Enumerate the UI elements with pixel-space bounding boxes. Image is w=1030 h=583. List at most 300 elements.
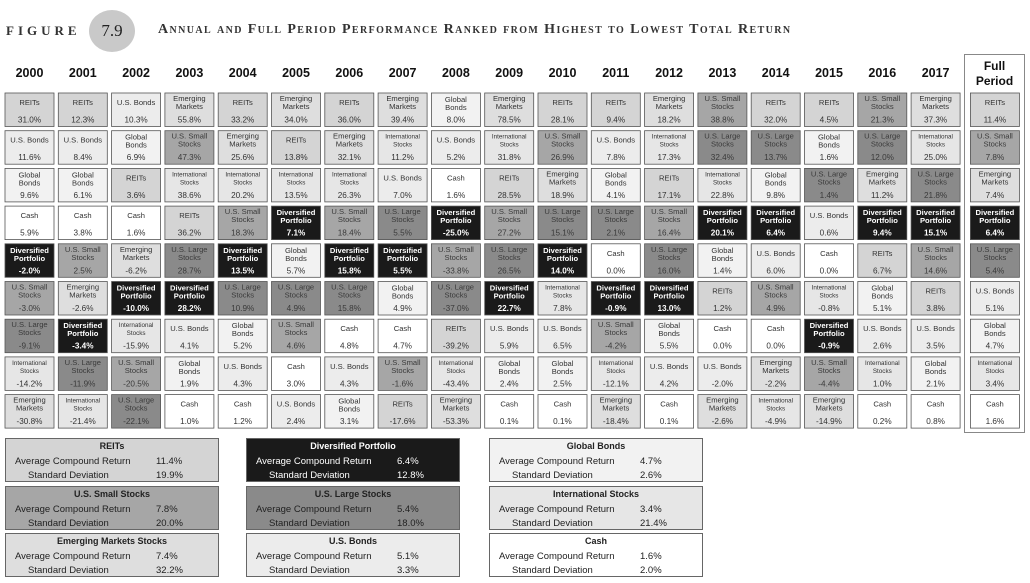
cell-return-value: 4.1% bbox=[606, 190, 626, 200]
cell-asset-name: U.S. Large bbox=[331, 282, 368, 292]
table-cell bbox=[538, 168, 587, 202]
cell-asset-name: International bbox=[491, 133, 527, 141]
table-cell bbox=[58, 282, 107, 316]
table-cell bbox=[5, 93, 54, 127]
cell-return-value: -10.0% bbox=[123, 304, 150, 313]
table-cell bbox=[698, 282, 747, 316]
cell-asset-name: Stocks bbox=[233, 179, 253, 187]
cell-asset-name: Stocks bbox=[924, 252, 947, 262]
cell-asset-name: U.S. Bonds bbox=[10, 135, 49, 145]
cell-return-value: 20.2% bbox=[231, 190, 255, 200]
table-cell bbox=[911, 282, 960, 316]
cell-return-value: -0.9% bbox=[605, 304, 627, 313]
table-cell bbox=[5, 244, 54, 277]
cell-asset-name: U.S. Small bbox=[118, 357, 155, 367]
summary-return-label: Average Compound Return bbox=[499, 504, 615, 515]
table-cell bbox=[485, 244, 534, 277]
summary-sd-value: 2.6% bbox=[640, 470, 662, 481]
summary-sd-value: 18.0% bbox=[397, 518, 424, 529]
cell-asset-name: U.S. Small bbox=[224, 207, 261, 217]
cell-asset-name: International bbox=[172, 171, 207, 179]
cell-asset-name: Emerging bbox=[599, 395, 633, 405]
table-cell bbox=[485, 357, 534, 391]
cell-return-value: 78.5% bbox=[497, 115, 521, 125]
cell-return-value: 17.3% bbox=[657, 153, 681, 163]
table-cell bbox=[431, 357, 480, 391]
table-cell bbox=[485, 131, 534, 165]
cell-asset-name: Portfolio bbox=[13, 253, 46, 263]
cell-asset-name: REITs bbox=[925, 286, 946, 296]
cell-return-value: 13.8% bbox=[284, 153, 308, 163]
summary-title: Cash bbox=[584, 536, 607, 546]
table-cell bbox=[858, 206, 907, 240]
cell-return-value: 1.6% bbox=[446, 190, 466, 200]
cell-asset-name: REITs bbox=[179, 211, 200, 221]
cell-asset-name: U.S. Bonds bbox=[756, 248, 795, 258]
summary-return-label: Average Compound Return bbox=[256, 504, 372, 515]
cell-asset-name: Markets bbox=[602, 403, 630, 413]
cell-return-value: 26.5% bbox=[497, 266, 521, 276]
cell-return-value: 0.1% bbox=[553, 417, 572, 427]
cell-asset-name: U.S. Large bbox=[277, 282, 315, 292]
cell-return-value: 9.4% bbox=[872, 228, 892, 238]
cell-asset-name: Cash bbox=[553, 399, 572, 409]
table-cell bbox=[485, 282, 534, 316]
cell-asset-name: U.S. Large bbox=[864, 131, 901, 141]
cell-asset-name: Cash bbox=[20, 211, 39, 221]
table-cell bbox=[165, 168, 214, 202]
cell-return-value: 27.2% bbox=[497, 228, 521, 238]
cell-asset-name: Stocks bbox=[337, 215, 361, 225]
table-cell bbox=[970, 282, 1019, 316]
table-cell bbox=[538, 131, 587, 165]
cell-return-value: 1.6% bbox=[985, 417, 1005, 427]
cell-return-value: -2.0% bbox=[711, 379, 734, 389]
cell-asset-name: International bbox=[12, 359, 47, 367]
table-cell bbox=[272, 168, 321, 202]
cell-asset-name: U.S. Bonds bbox=[170, 324, 209, 334]
table-cell bbox=[431, 319, 480, 353]
table-cell bbox=[112, 168, 161, 202]
table-cell bbox=[485, 206, 534, 240]
cell-return-value: 34.0% bbox=[284, 115, 308, 125]
cell-return-value: 22.7% bbox=[497, 304, 521, 313]
cell-asset-name: Bonds bbox=[551, 366, 574, 376]
cell-asset-name: Markets bbox=[762, 365, 790, 375]
cell-asset-name: Global bbox=[71, 170, 94, 180]
cell-asset-name: Portfolio bbox=[227, 253, 259, 263]
table-cell bbox=[218, 282, 267, 316]
year-label: 2007 bbox=[388, 66, 417, 80]
summary-return-label: Average Compound Return bbox=[256, 551, 372, 562]
cell-return-value: 9.8% bbox=[766, 190, 786, 200]
cell-asset-name: Stocks bbox=[286, 179, 306, 187]
cell-asset-name: Global bbox=[818, 132, 840, 142]
cell-return-value: 5.9% bbox=[20, 228, 39, 238]
cell-asset-name: Markets bbox=[282, 102, 310, 111]
cell-asset-name: Cash bbox=[393, 324, 412, 334]
table-cell bbox=[805, 168, 854, 202]
cell-return-value: 36.2% bbox=[177, 228, 202, 238]
year-label: 2006 bbox=[335, 66, 364, 80]
cell-asset-name: U.S. Bonds bbox=[116, 98, 156, 107]
cell-return-value: 18.4% bbox=[337, 228, 361, 238]
summary-return-value: 1.6% bbox=[640, 551, 662, 562]
cell-return-value: 4.8% bbox=[339, 341, 359, 351]
cell-asset-name: U.S. Large bbox=[810, 169, 848, 179]
cell-asset-name: U.S. Small bbox=[491, 207, 528, 217]
table-cell bbox=[591, 282, 640, 316]
table-cell bbox=[5, 168, 54, 202]
cell-asset-name: U.S. Bonds bbox=[489, 324, 529, 334]
cell-asset-name: U.S. Small bbox=[544, 131, 581, 141]
cell-asset-name: Bonds bbox=[924, 366, 947, 376]
cell-return-value: 5.5% bbox=[393, 266, 412, 276]
cell-asset-name: Diversified bbox=[862, 208, 902, 218]
cell-asset-name: Stocks bbox=[284, 328, 308, 338]
cell-asset-name: International bbox=[331, 171, 367, 179]
cell-asset-name: U.S. Large bbox=[64, 357, 101, 367]
cell-return-value: 1.4% bbox=[819, 190, 839, 200]
table-cell bbox=[645, 131, 694, 165]
cell-asset-name: Stocks bbox=[764, 139, 788, 149]
cell-asset-name: REITs bbox=[232, 98, 253, 107]
cell-asset-name: Markets bbox=[868, 177, 896, 187]
cell-asset-name: Diversified bbox=[756, 208, 796, 218]
cell-asset-name: Emerging bbox=[279, 94, 313, 103]
cell-asset-name: REITs bbox=[984, 98, 1006, 107]
table-cell bbox=[112, 206, 161, 240]
table-cell bbox=[911, 131, 960, 165]
cell-asset-name: REITs bbox=[125, 173, 147, 183]
cell-asset-name: Diversified bbox=[975, 208, 1015, 218]
table-cell bbox=[805, 282, 854, 316]
cell-asset-name: Emerging bbox=[226, 131, 259, 141]
cell-return-value: -2.6% bbox=[72, 304, 94, 313]
cell-asset-name: Stocks bbox=[657, 252, 681, 262]
cell-asset-name: Stocks bbox=[20, 367, 39, 375]
cell-asset-name: Cash bbox=[766, 324, 785, 334]
cell-return-value: 18.9% bbox=[550, 190, 575, 200]
cell-return-value: 5.5% bbox=[659, 341, 679, 351]
cell-asset-name: Global bbox=[871, 283, 894, 293]
cell-return-value: 4.9% bbox=[393, 304, 412, 313]
summary-return-value: 6.4% bbox=[397, 456, 419, 467]
cell-return-value: 0.6% bbox=[819, 228, 839, 238]
cell-asset-name: Stocks bbox=[870, 139, 894, 149]
cell-asset-name: Bonds bbox=[818, 140, 840, 150]
cell-asset-name: Cash bbox=[340, 324, 359, 334]
cell-return-value: 25.0% bbox=[923, 153, 948, 163]
cell-return-value: 2.5% bbox=[553, 379, 572, 389]
table-cell bbox=[805, 319, 854, 353]
cell-asset-name: Stocks bbox=[73, 405, 93, 413]
table-cell bbox=[970, 319, 1019, 353]
summary-sd-label: Standard Deviation bbox=[28, 565, 109, 576]
cell-return-value: 47.3% bbox=[177, 153, 202, 163]
summary-return-label: Average Compound Return bbox=[499, 551, 615, 562]
table-cell bbox=[218, 357, 267, 391]
cell-asset-name: U.S. Large bbox=[437, 282, 475, 292]
cell-asset-name: Markets bbox=[708, 403, 736, 413]
table-cell bbox=[218, 206, 267, 240]
cell-return-value: 21.8% bbox=[923, 190, 948, 200]
summary-return-label: Average Compound Return bbox=[15, 456, 131, 467]
year-label: 2004 bbox=[228, 66, 257, 80]
cell-asset-name: Diversified bbox=[10, 245, 49, 255]
cell-asset-name: Global bbox=[125, 132, 148, 142]
table-cell bbox=[911, 93, 960, 127]
table-cell bbox=[858, 319, 907, 353]
table-cell bbox=[58, 206, 107, 240]
cell-return-value: 6.0% bbox=[766, 266, 786, 276]
table-cell bbox=[970, 244, 1019, 277]
cell-return-value: 3.0% bbox=[286, 379, 306, 389]
year-label: 2011 bbox=[602, 66, 630, 80]
table-cell bbox=[218, 319, 267, 353]
year-label: 2009 bbox=[495, 66, 524, 80]
cell-return-value: 11.4% bbox=[983, 115, 1007, 125]
cell-return-value: 5.2% bbox=[446, 153, 466, 163]
cell-return-value: 2.5% bbox=[73, 266, 93, 276]
cell-asset-name: Cash bbox=[873, 399, 892, 409]
cell-asset-name: Diversified bbox=[116, 283, 156, 293]
cell-return-value: -6.2% bbox=[125, 266, 147, 276]
cell-return-value: 4.2% bbox=[659, 379, 679, 389]
table-cell bbox=[858, 357, 907, 391]
table-cell bbox=[970, 357, 1019, 391]
table-cell bbox=[378, 93, 427, 127]
cell-asset-name: Stocks bbox=[926, 141, 946, 149]
figure-number-badge: 7.9 bbox=[89, 10, 135, 52]
cell-asset-name: Portfolio bbox=[333, 253, 365, 263]
table-cell bbox=[218, 131, 267, 165]
summary-sd-value: 19.9% bbox=[156, 470, 183, 481]
cell-return-value: 5.1% bbox=[872, 304, 892, 313]
cell-return-value: 13.5% bbox=[284, 190, 308, 200]
cell-return-value: 16.0% bbox=[657, 266, 681, 276]
cell-asset-name: Stocks bbox=[551, 139, 574, 149]
summary-return-label: Average Compound Return bbox=[499, 456, 615, 467]
cell-asset-name: Emerging bbox=[492, 94, 526, 103]
cell-asset-name: International bbox=[545, 284, 580, 292]
table-cell bbox=[591, 168, 640, 202]
cell-asset-name: REITs bbox=[285, 135, 307, 145]
cell-asset-name: Stocks bbox=[819, 292, 839, 300]
table-cell bbox=[538, 93, 587, 127]
cell-asset-name: U.S. Large bbox=[491, 244, 528, 254]
cell-return-value: -15.9% bbox=[123, 341, 150, 351]
cell-asset-name: Global bbox=[231, 321, 254, 331]
summary-title: REITs bbox=[99, 441, 125, 451]
cell-return-value: 8.4% bbox=[73, 153, 93, 163]
cell-return-value: 12.3% bbox=[71, 115, 95, 125]
cell-asset-name: Global bbox=[551, 358, 574, 368]
cell-asset-name: Bonds bbox=[72, 178, 94, 188]
table-cell bbox=[751, 357, 800, 391]
table-cell bbox=[272, 319, 321, 353]
table-cell bbox=[591, 395, 640, 429]
table-cell bbox=[858, 282, 907, 316]
cell-asset-name: Portfolio bbox=[440, 216, 472, 226]
table-cell bbox=[538, 282, 587, 316]
cell-return-value: 4.9% bbox=[286, 304, 306, 313]
table-cell bbox=[645, 168, 694, 202]
cell-return-value: 5.9% bbox=[499, 341, 519, 351]
table-cell bbox=[58, 131, 107, 165]
table-cell bbox=[591, 357, 640, 391]
cell-asset-name: Markets bbox=[175, 102, 203, 111]
cell-return-value: 13.7% bbox=[764, 153, 788, 163]
table-cell bbox=[698, 168, 747, 202]
table-cell bbox=[645, 395, 694, 429]
cell-return-value: 31.0% bbox=[17, 115, 42, 125]
cell-asset-name: Bonds bbox=[338, 404, 361, 414]
cell-asset-name: Stocks bbox=[391, 365, 414, 375]
cell-asset-name: REITs bbox=[445, 324, 467, 334]
cell-asset-name: Emerging bbox=[13, 395, 46, 405]
table-cell bbox=[378, 244, 427, 277]
cell-asset-name: U.S. Small bbox=[917, 244, 954, 254]
figure-word: FIGURE bbox=[6, 23, 81, 38]
table-cell bbox=[218, 93, 267, 127]
table-cell bbox=[378, 206, 427, 240]
table-cell bbox=[112, 93, 161, 127]
cell-asset-name: U.S. Bonds bbox=[276, 399, 316, 409]
cell-return-value: 4.3% bbox=[233, 379, 253, 389]
cell-asset-name: International bbox=[438, 359, 474, 367]
cell-return-value: 32.4% bbox=[710, 153, 735, 163]
cell-return-value: -21.4% bbox=[69, 417, 96, 427]
cell-return-value: 2.1% bbox=[606, 228, 626, 238]
cell-asset-name: U.S. Large bbox=[11, 320, 48, 330]
table-cell bbox=[58, 395, 107, 429]
cell-return-value: 0.1% bbox=[499, 417, 519, 427]
cell-asset-name: REITs bbox=[392, 399, 413, 409]
table-cell bbox=[378, 395, 427, 429]
table-cell bbox=[272, 131, 321, 165]
cell-asset-name: Markets bbox=[69, 290, 97, 300]
cell-return-value: 6.7% bbox=[872, 266, 892, 276]
cell-return-value: -9.1% bbox=[18, 341, 41, 351]
cell-asset-name: Emerging bbox=[119, 244, 153, 254]
cell-asset-name: Emerging bbox=[173, 94, 206, 103]
cell-asset-name: Emerging bbox=[66, 282, 100, 292]
cell-asset-name: Portfolio bbox=[173, 291, 206, 301]
cell-return-value: 0.0% bbox=[766, 341, 786, 351]
cell-asset-name: Portfolio bbox=[386, 253, 419, 263]
cell-asset-name: U.S. Large bbox=[757, 131, 794, 141]
cell-asset-name: International bbox=[651, 133, 687, 141]
cell-return-value: 1.6% bbox=[126, 228, 146, 238]
cell-return-value: 38.8% bbox=[710, 115, 735, 125]
cell-asset-name: Emerging bbox=[919, 94, 952, 103]
table-cell bbox=[431, 168, 480, 202]
cell-asset-name: Stocks bbox=[872, 367, 892, 375]
cell-asset-name: U.S. Small bbox=[171, 131, 208, 141]
cell-return-value: 2.4% bbox=[286, 417, 306, 427]
summary-return-label: Average Compound Return bbox=[15, 551, 131, 562]
cell-asset-name: Bonds bbox=[711, 253, 734, 263]
cell-asset-name: Stocks bbox=[870, 102, 894, 111]
cell-return-value: 4.1% bbox=[180, 341, 199, 351]
cell-asset-name: International bbox=[385, 133, 420, 141]
cell-return-value: 18.3% bbox=[231, 228, 255, 238]
cell-asset-name: Bonds bbox=[178, 366, 201, 376]
summary-return-value: 3.4% bbox=[640, 504, 662, 515]
cell-asset-name: REITs bbox=[499, 173, 520, 183]
cell-asset-name: Bonds bbox=[231, 329, 254, 339]
cell-asset-name: U.S. Bonds bbox=[596, 135, 636, 145]
cell-asset-name: Cash bbox=[287, 361, 305, 371]
cell-return-value: -53.3% bbox=[442, 417, 469, 427]
cell-asset-name: Portfolio bbox=[280, 216, 312, 226]
cell-asset-name: Markets bbox=[122, 252, 150, 262]
summary-sd-value: 21.4% bbox=[640, 518, 667, 529]
cell-return-value: -4.2% bbox=[605, 341, 627, 351]
cell-asset-name: Stocks bbox=[766, 405, 786, 413]
cell-return-value: 37.3% bbox=[923, 115, 948, 125]
table-cell bbox=[645, 206, 694, 240]
cell-return-value: 1.4% bbox=[713, 266, 732, 276]
cell-return-value: 22.8% bbox=[710, 190, 735, 200]
table-cell bbox=[911, 244, 960, 277]
cell-asset-name: Bonds bbox=[764, 178, 787, 188]
table-cell bbox=[378, 131, 427, 165]
table-cell bbox=[5, 282, 54, 316]
cell-return-value: -22.1% bbox=[123, 417, 150, 427]
cell-asset-name: Markets bbox=[815, 403, 843, 413]
cell-return-value: 1.2% bbox=[713, 304, 732, 313]
cell-return-value: 25.6% bbox=[231, 153, 255, 163]
table-cell bbox=[591, 93, 640, 127]
table-cell bbox=[751, 282, 800, 316]
cell-return-value: -4.4% bbox=[818, 379, 840, 389]
summary-sd-value: 20.0% bbox=[156, 518, 183, 529]
cell-asset-name: Global bbox=[924, 358, 947, 368]
cell-return-value: -14.9% bbox=[816, 417, 842, 427]
table-cell bbox=[858, 168, 907, 202]
cell-asset-name: Stocks bbox=[393, 141, 413, 149]
cell-return-value: 18.2% bbox=[657, 115, 681, 125]
cell-asset-name: Stocks bbox=[231, 290, 255, 300]
table-cell bbox=[58, 244, 107, 277]
cell-asset-name: U.S. Large bbox=[117, 395, 155, 405]
cell-asset-name: Cash bbox=[233, 399, 252, 409]
cell-asset-name: Emerging bbox=[333, 131, 366, 141]
cell-return-value: 7.8% bbox=[553, 304, 572, 313]
cell-asset-name: Global bbox=[178, 358, 201, 368]
table-cell bbox=[325, 93, 374, 127]
cell-return-value: 0.8% bbox=[926, 417, 945, 427]
table-cell bbox=[698, 131, 747, 165]
cell-asset-name: Markets bbox=[389, 102, 417, 111]
year-label: 2015 bbox=[815, 66, 843, 80]
cell-return-value: -2.2% bbox=[765, 379, 787, 389]
cell-asset-name: U.S. Small bbox=[437, 244, 474, 254]
table-cell bbox=[378, 282, 427, 316]
cell-asset-name: Portfolio bbox=[760, 216, 792, 226]
cell-return-value: 13.0% bbox=[657, 304, 681, 313]
cell-asset-name: Portfolio bbox=[866, 216, 898, 226]
table-cell bbox=[325, 319, 374, 353]
cell-asset-name: Diversified bbox=[809, 321, 849, 331]
table-cell bbox=[805, 206, 854, 240]
table-cell bbox=[112, 282, 161, 316]
table-cell bbox=[272, 282, 321, 316]
cell-asset-name: Stocks bbox=[659, 141, 679, 149]
table-cell bbox=[591, 319, 640, 353]
